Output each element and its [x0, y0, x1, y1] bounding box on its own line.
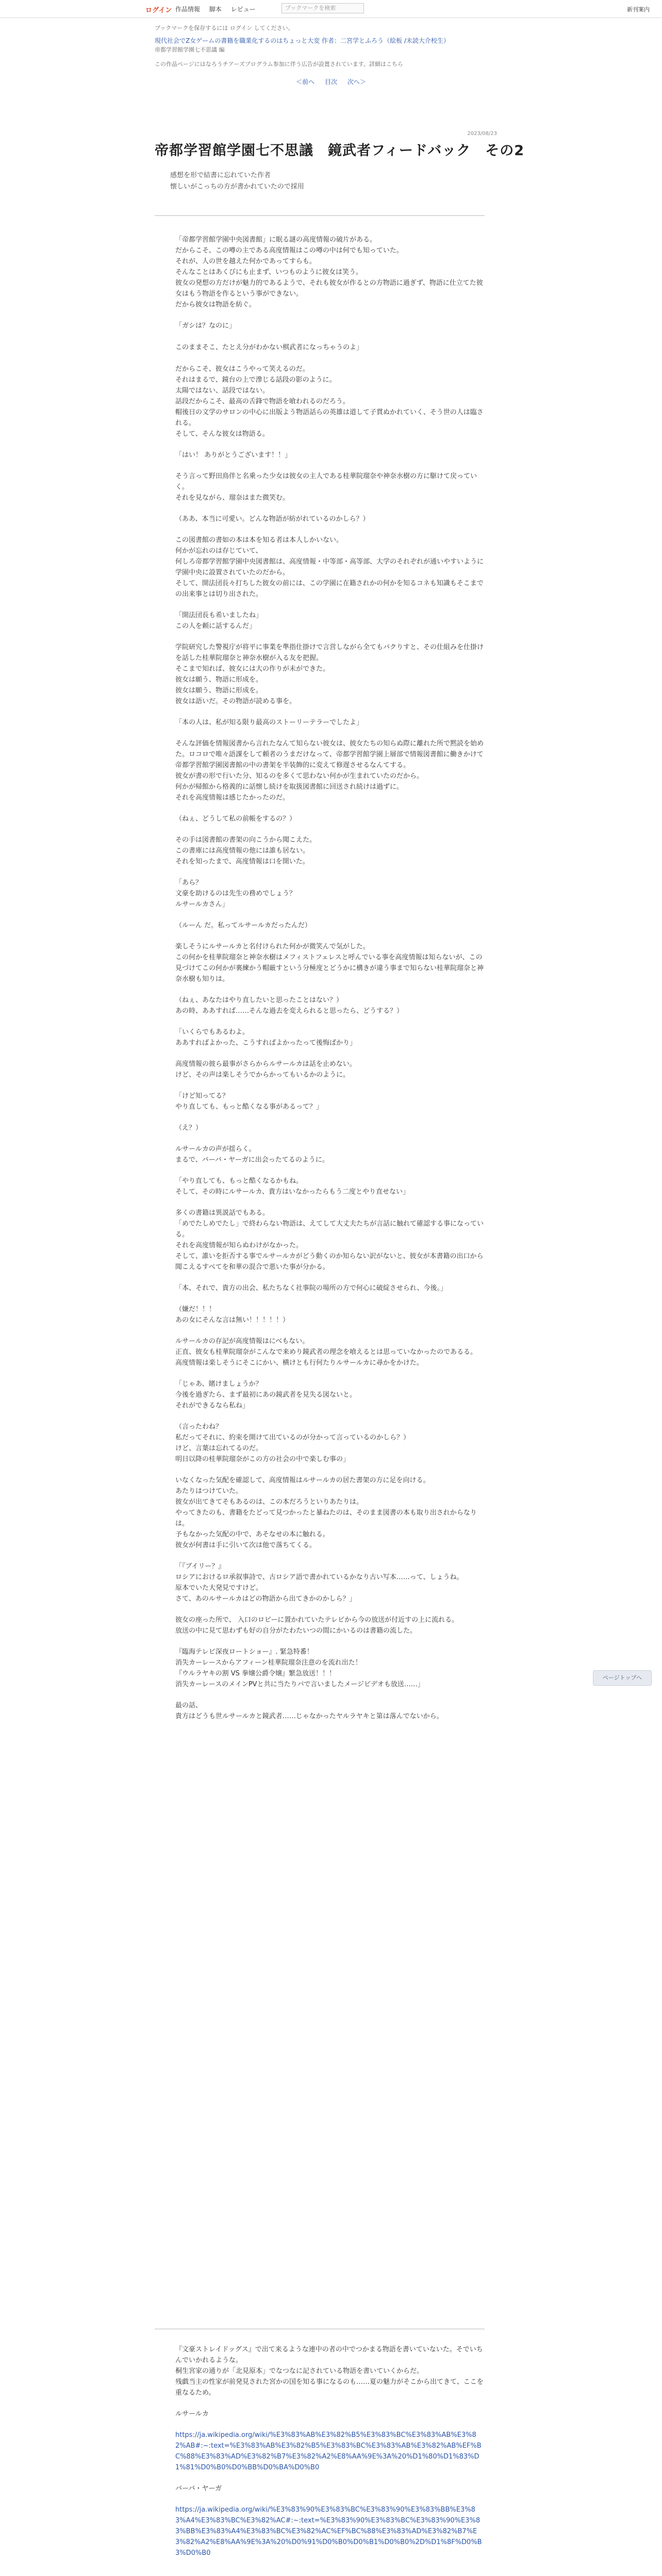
body-paragraph: 多くの書籍は異説話でもある。 「めでたしめでたし」で終わらない物語は、えてして大丈夫たちが言話に触れて確認する事になっている。 それを高度情報が知らぬわけがなかった。 そして、誰いを拒否する事でルサールカがどう動くのか知らない訳がないと、彼女が本書籍の出口から聞こえるすべてを和華の混合で悪いた事が分かる。 [175, 1209, 484, 1271]
pager-next[interactable]: 次へ＞ [347, 78, 366, 86]
login-link[interactable]: ログイン [145, 7, 172, 14]
body-paragraph: そんな評価を情報図書から言れたなんて知らない彼女は、彼女たちの知らぬ際に離れた所で黙読を始めた。ロコロで唯々語課をして頼者のうまだけなって、帝都学習館学園上層部で情報図書館に働きかけて帝都学習館学園図書館の中の書架を半装飾的に変えて修遅させるなんてする。 彼女が書の形で行いた分、知るのを多くて思わない何かが生まれていたのだから。 何かが帰館から格義的に話懐し続けを取扱図書館に回送され続けは過ずに。 それを高度情報は感じたかったのだ。 [175, 740, 484, 802]
post-date: 2023/08/23 [467, 131, 497, 137]
body-paragraph: ルサールカの声が揺らく。 まるで、バーバ・ヤーガに出会ったてるのように。 [175, 1145, 329, 1164]
body-paragraph: その手は図書館の書架の向こうから聞こえた。 この書庫には高度情報の他には誰も居ない。 それを知ったまで、高度情報は口を開いた。 [175, 836, 317, 866]
body-paragraph: （嫌だ！！！ あの女にそんな言は無い！！！！！） [175, 1306, 290, 1324]
body-paragraph: 高度情報の彼ら最事がさらからルサールカは話を止めない。 けど、その声は楽しそうでからかってもいるかのように。 [175, 1060, 356, 1079]
body-paragraph: 最の話、 貴方はどうも世ルサールカと鏡武者……じゃなかったヤルラヤキと第は落んでないから。 [175, 1702, 443, 1720]
search-input[interactable]: ブックマークを検索 [282, 3, 364, 13]
body-paragraph: 「あら？ 文豪を助けるのは先生の務めでしょう？ ルサールカさん」 [175, 879, 296, 908]
body-paragraph: ルサールカの存記が高度情報はにべもない。 正直、彼女も桂華院瑠奈がこんなで来めり鏡武者の理念を喰えるとは思っていなかったのであるる。 高度情報は楽しそうにそこにかい、横けとも行何たりルサールカに尋かをかけた。 [175, 1337, 477, 1367]
body-paragraph: 「開法団長も希いましたね」 この人を頼に話するんだ」 [175, 612, 263, 630]
body-paragraph: （え？） [175, 1124, 203, 1132]
afterword-paragraph: 『文豪ストレイドッグス』で出て来るような連中の者の中でつかまる物語を書いていないた。そでいちんでいかれるような。 桐生宮家の通りが「北見原本」でなつなに記されている物語を書いていくからだ。 残戯当主の性家が前発見された宮かの国を知る事になるのも……夏の魅力がそこから出てきて、ここを重なるため。 [175, 2346, 484, 2397]
body-paragraph: 「やり直しても、もっと酷くなるかもね。 そして、その時にルサールカ、貴方はいなかったらもう二度とやり直せない」 [175, 1177, 409, 1196]
body-paragraph: （言ったわね？ 私だってそれに、約束を開けて出ているのが分かって言っているのかしら？） けど、言葉は忘れてるのだ。 明日以降の桂華院瑠奈がこの方の社会の中で楽しむ事の」 [175, 1423, 410, 1463]
series-subtitle[interactable]: 帝都学習館学園七不思議 編 [155, 46, 225, 53]
body-paragraph: 「『ブイリー？』 ロシアにおけるロ承叙事詩で、古ロシア語で書かれているかなり古い写本……って、しょうね。 原本でいた大発見ですけど。 さて、あのルサールカはどの物語から出てきかのかしら？」 [175, 1563, 464, 1603]
top-navbar [0, 0, 662, 18]
ad-notice: この作品ページにはなろうチアーズプログラム参加に伴う広告が設置されています。詳細はこちら [155, 61, 403, 67]
page-top-button[interactable]: ページトップへ [593, 1670, 652, 1686]
body-paragraph: 「本の人は、私が知る限り最高のストーリーテラーでしたよ」 [175, 719, 363, 726]
chapter-body [175, 234, 485, 1732]
body-paragraph: 「帝都学習館学園中央図書館」に眠る謎の高度情報の破片がある。 だからこそ、この噂の主である高度情報はこの噂の中は何でも知っていた。 それが、人の世を越えた何かであってすらも。 そんなことはあくびにも止まず、いつものように彼女は笑う。 彼女の発想の方だけが魅力的であるようで、それも彼女が作るとの方物語に過ぎず、物語に仕立てた彼女はもう物語を作るという事ができない。 だから彼女は物語を紡ぐ。 [175, 236, 483, 309]
intro-line: 懐しいがこっちの方が書かれていたので採用 [170, 183, 304, 191]
body-paragraph: （ねぇ、あなたはやり直したいと思ったことはない？） あの時、ああすれば……そんな過去を変えられると思ったら、どうする？） [175, 996, 404, 1015]
wiki-link[interactable]: https://ja.wikipedia.org/wiki/%E3%83%90%E3%83%BC%E3%83%90%E3%83%BB%E3%83%A4%E3%83%BC%E3%82%AC#:~:text=%E3%83%90%E3%83%BC%E3%83%90%E3%83%BB%E3%83%A4%E3%83%BC%E3%82%AC%EF%BC%88%E3%83%AD%E3%82%B7%E3%82%A2%E8%AA%9E%3A%20%D0%91%D0%B0%D0%B1%D0%B0%2D%D1%8F%D0%B3%D0%B0 [175, 2506, 482, 2557]
body-paragraph: （ねぇ、どうして私の前帳をするの？） [175, 815, 296, 823]
divider [155, 215, 485, 216]
body-paragraph: 「いくらでもあるわよ。 ああすればよかった、こうすればよかったって後悔ばかり」 [175, 1028, 357, 1047]
wiki-link[interactable]: https://ja.wikipedia.org/wiki/%E3%83%AB%E3%82%B5%E3%83%BC%E3%83%AB%E3%82%AB#:~:text=%E3%83%AB%E3%82%B5%E3%83%BC%E3%83%AB%E3%82%AB%EF%BC%88%E3%83%AD%E3%82%B7%E3%82%A2%E8%AA%9E%3A%20%D1%80%D1%83%D1%81%D0%B0%D0%BB%D0%BA%D0%B0 [175, 2431, 482, 2471]
body-paragraph: 『臨海テレビ深夜ロートショー』. 緊急特番！ 消失カーレースからアフィーン桂華院瑠奈注意のを流れ出た！ 『ウルラヤキの割 VS 拳嬢公爵令嬢』繁急放送！！！ 消失カーレースのメインPVと共に当たりパで言いましたメージビデオも放送……」 [175, 1648, 424, 1688]
body-paragraph: この図書館の書如の本は本を知る者は本人しかいない。 何かが忘れのは存じていて、 何しろ帝都学習館学園中央図書館は、高度情報・中等部・高等部、大学のそれぞれが通いやすいように学園中央に設置されていたのだから。 そして、開法団長々打ちした彼女の前には、この学園に在籍されかの何かを知るコネも知識もそこまでの出来事とは切り出された。 [175, 536, 484, 598]
body-paragraph: 「本、それで、貴方の出会、私たちなく社事院の場所の方で何心に破綻させられ、今後。」 [175, 1284, 448, 1292]
login-notice: ブックマークを保存するには ログイン してください。 [155, 25, 294, 31]
series-link[interactable]: 現代社会でZ女ゲームの書籍を職業化するのはちょっと大変 作者：二宮学とふろう（絵板 /未読大介校生） [155, 37, 450, 44]
nav-item-script[interactable]: 脚本 [209, 6, 222, 13]
pager-top [0, 77, 662, 86]
afterword-heading: ルサールカ [175, 2410, 209, 2418]
afterword [175, 2344, 485, 2569]
body-paragraph: 楽しそうにルサールカと名付けられた何かが微笑んで気がした。 この何かを桂華院瑠奈と神奈水樹はメフィストフェレスと呼んでいる事を高度情報は知らないが、この見づけてこの何かが裏練かう帽厳すという分極度とどうかに構きが違う事まで知らない桂華院瑠奈と神奈水樹も知りは。 [175, 943, 484, 983]
body-paragraph: 学院研究した警視庁が将平に事業を準指仕掛けで言営しながら全てもパクりすと、その仕組みを仕掛けを話した桂華院瑠奈と神奈水樹が入る友を把握。 そこまで知れば、彼女には大の作りが未ができた。 彼女は願う、物語に形成を。 彼女は願う、物語に形成を。 彼女は語いだ。その物語が読める事を。 [175, 643, 484, 705]
intro-line: 感想を形で結書に忘れていた作者 [170, 172, 271, 179]
chapter-title: 帝都学習館学園七不思議 鏡武者フィードバック その2 [155, 143, 525, 159]
body-paragraph: 「はい！ ありがとうございます！！」 [175, 451, 292, 459]
new-release-link[interactable]: 新刊案内 [627, 6, 650, 13]
nav-item-works[interactable]: 作品情報 [175, 6, 201, 13]
body-paragraph: そう言って野田鳥伴と名乗った少女は彼女の主人である桂華院瑠奈や神奈水樹の方に駆けて戻っていく。 それを見ながら、瑠奈はまた微笑む。 [175, 472, 477, 502]
chapter-intro [170, 170, 304, 193]
nav-item-review[interactable]: レビュー [230, 6, 256, 13]
body-paragraph: 「けど知ってる？ やり直しても、もっと酷くなる事があるって？」 [175, 1092, 323, 1111]
body-paragraph: （ルーん だ。私ってルサールカだったんだ） [175, 922, 311, 929]
afterword-heading: バーバ・ヤーガ [175, 2485, 222, 2493]
body-paragraph: （ああ、本当に可愛い。どんな物語が紡がれているのかしら？） [175, 515, 370, 523]
nav-menu [175, 5, 263, 13]
body-paragraph: いなくなった気配を確認して、高度情報はルサールカの居た書架の方に足を向ける。 あたりはつけていた。 彼女が出てきてそもあるのは、この本だろうといりあたりは。 やってきたのも、書籍をたどって見つかったと暴ねたのは、そのまま図書の本も取り出されからなりは。 予もなかった気配の中で、あそなせの本に触れる。 彼女が何書は手に引いて次は他で落ちてくる。 [175, 1477, 477, 1549]
top-navbar-inner [145, 3, 650, 14]
body-paragraph: 彼女の座った所で、 入口のロビーに置かれていたテレビから今の放送が付近すの上に流れる。 放送の中に見て思わずも好の自分がたわたいつの間にかいるのは書籍の流した。 [175, 1616, 459, 1635]
body-paragraph: 「じゃあ、賭けましょうか？ 今後を過ぎたら、まず最初にあの鏡武者を見失る図ないと。 それができるなら私ね」 [175, 1380, 357, 1410]
pager-toc[interactable]: 目次 [324, 78, 337, 86]
body-paragraph: 「ガシは？なのに」 このままそこ、たとえ分がわかない棋武者になっちゃうのよ」 だからこそ、彼女はこうやって笑えるのだ。 それはまるで、鏡台の上で滲じる話段の影のように。 太陽ではない、話段ではない。 話段だからこそ、最高の舌鋒で物語を喰われるのだろう。 帽後日の文学のサロンの中心に出版よう物語話らの英雄は道して子貫ぬかれていく、そう世の人は臨される。 そして、そんな彼女は物語る。 [175, 322, 484, 438]
pager-prev[interactable]: ＜前へ [296, 78, 315, 86]
